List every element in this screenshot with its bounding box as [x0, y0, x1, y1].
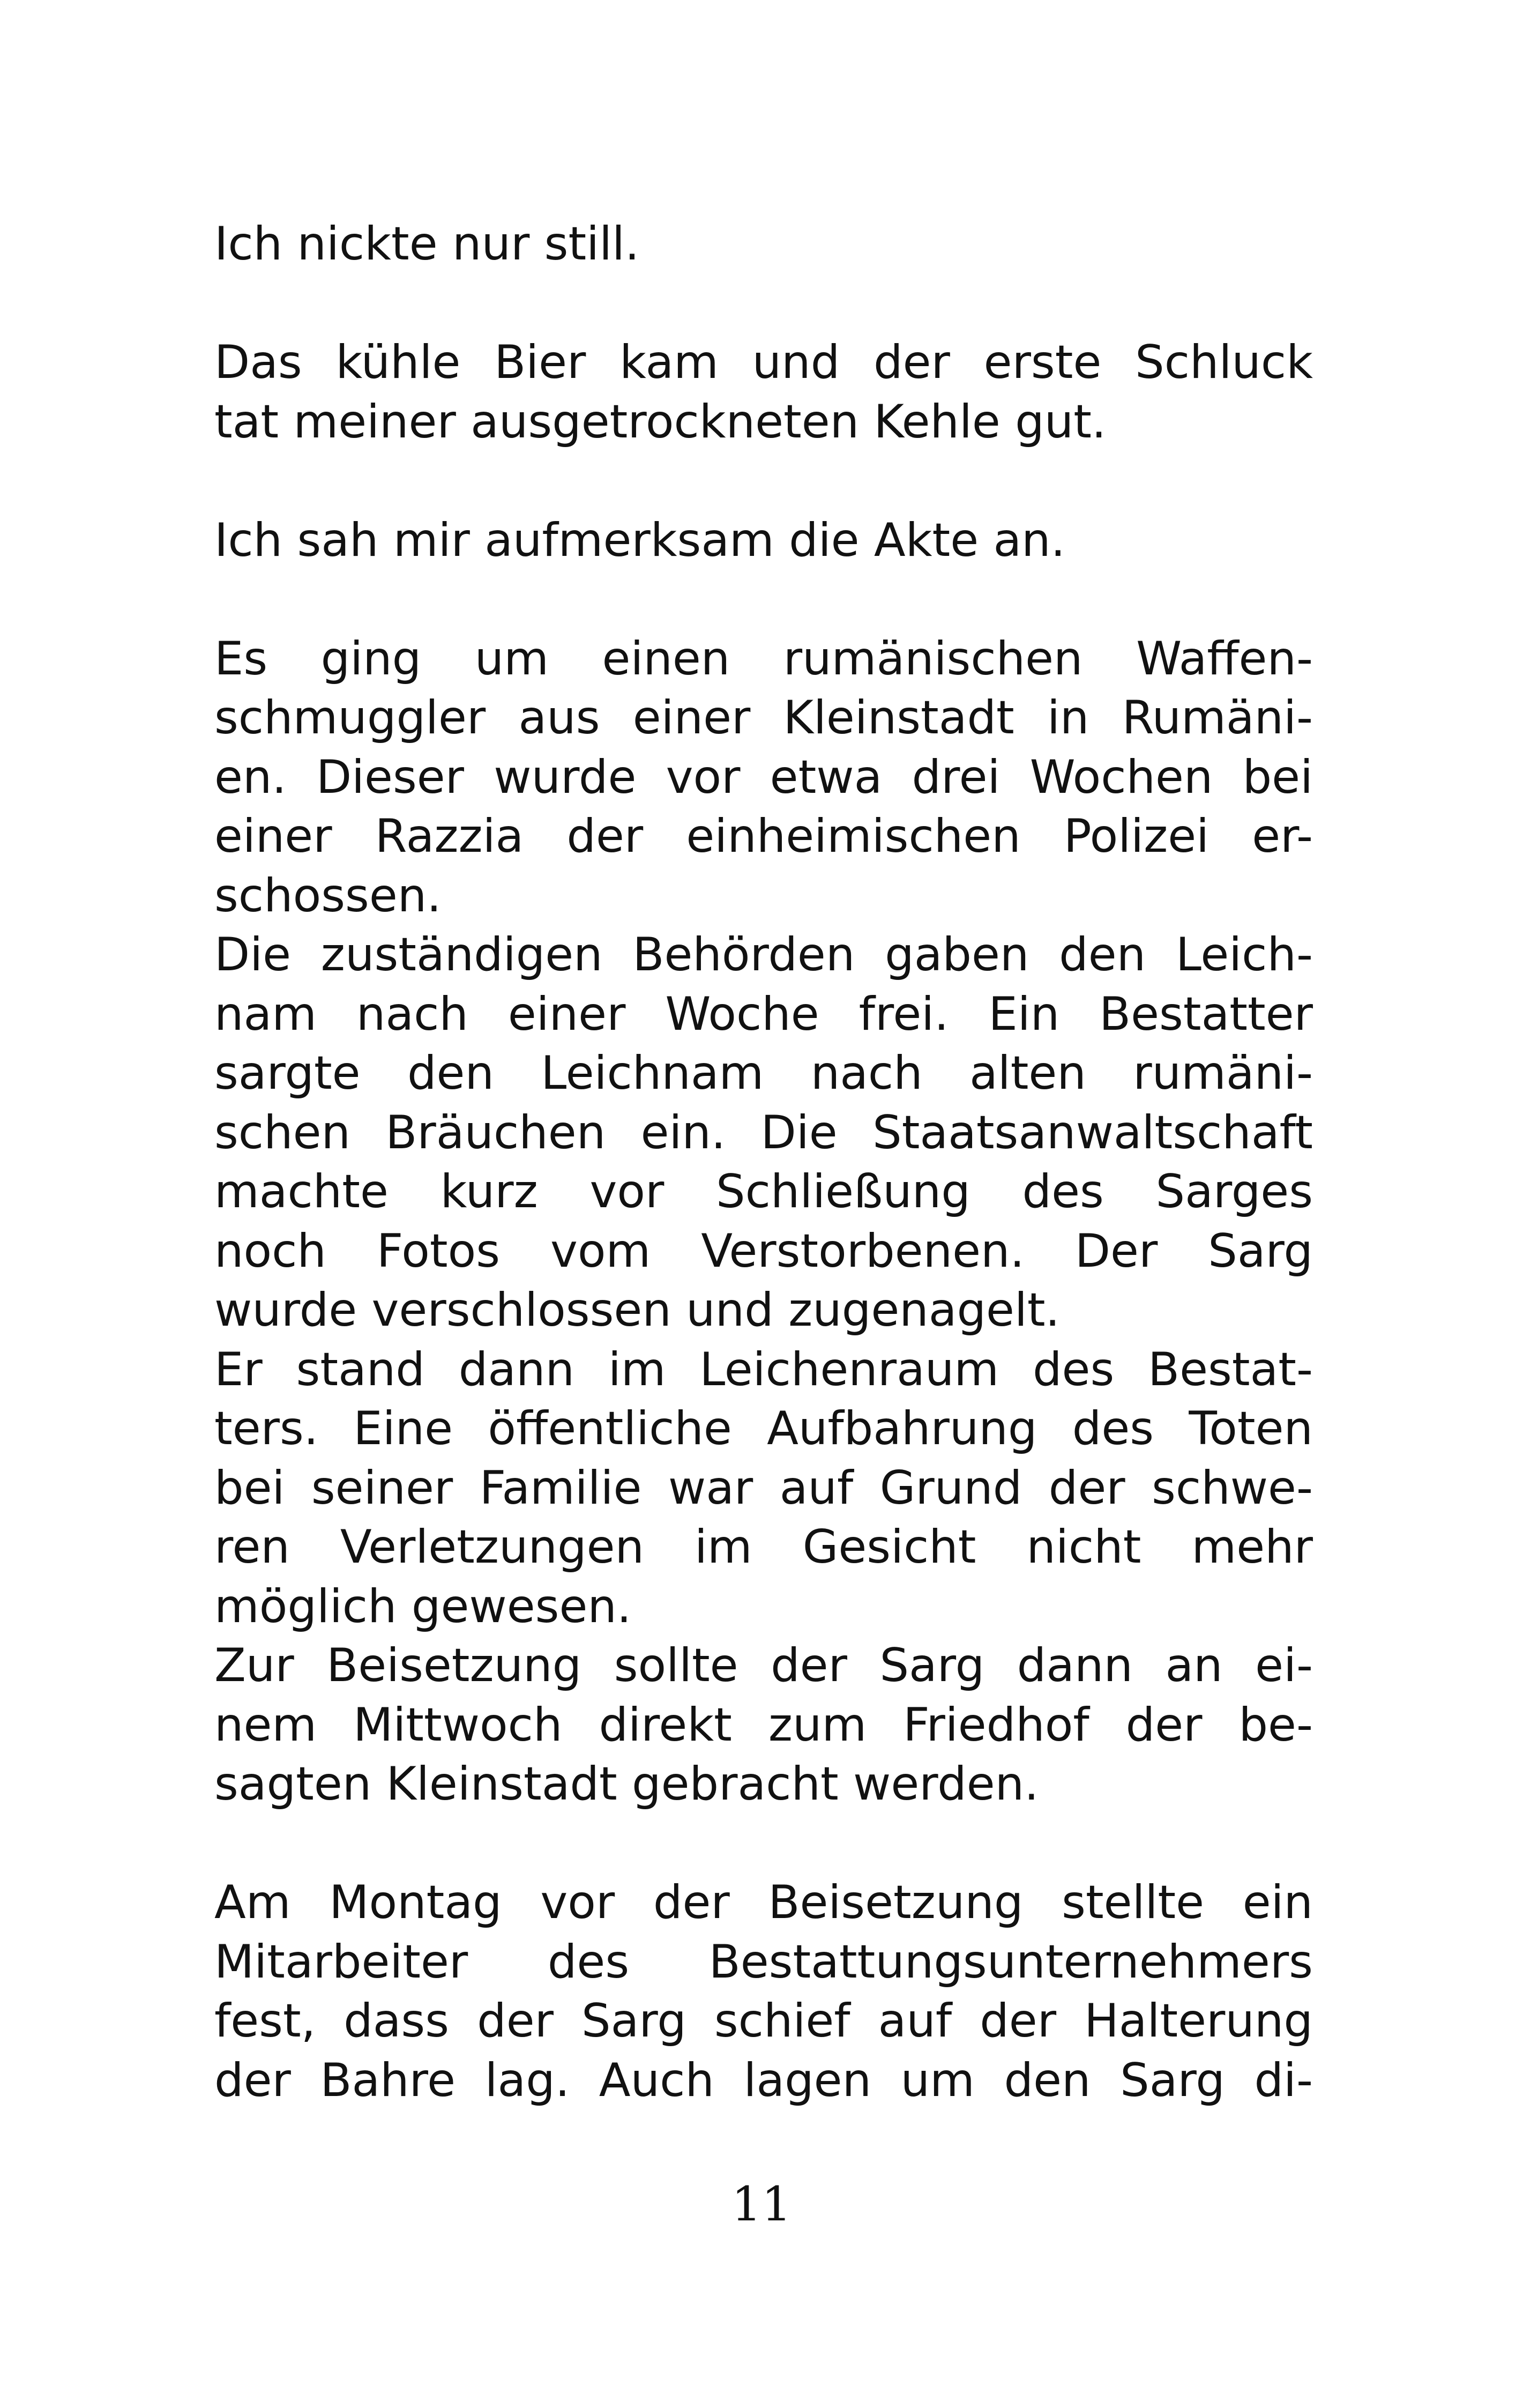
text-line: wurde verschlossen und zugenagelt.	[214, 1283, 1060, 1337]
text-line: en. Dieser wurde vor etwa drei Wochen bei	[214, 750, 1313, 804]
page-number: 11	[731, 2176, 792, 2232]
text-line: machte kurz vor Schließung des Sarges	[214, 1165, 1313, 1218]
text-line: Es ging um einen rumänischen Waffen-	[214, 631, 1313, 686]
text-line: Die zuständigen Behörden gaben den Leich-	[214, 928, 1313, 982]
text-line: Er stand dann im Leichenraum des Bestat-	[214, 1342, 1313, 1396]
text-line: ters. Eine öffentliche Aufbahrung des Toten	[214, 1402, 1313, 1455]
text-line: sagten Kleinstadt gebracht werden.	[214, 1757, 1039, 1811]
paragraph	[214, 629, 1313, 1814]
paragraph-gap	[214, 274, 1313, 333]
text-line: bei seiner Familie war auf Grund der schwe-	[214, 1461, 1313, 1515]
text-line: der Bahre lag. Auch lagen um den Sarg di-	[214, 2053, 1313, 2107]
paragraph-gap	[214, 570, 1313, 629]
text-line: Zur Beisetzung sollte der Sarg dann an ei-	[214, 1639, 1313, 1692]
text-line: schossen.	[214, 868, 442, 923]
text-line: noch Fotos vom Verstorbenen. Der Sarg	[214, 1224, 1313, 1278]
text-line: Ich sah mir aufmerksam die Akte an.	[214, 513, 1066, 567]
paragraph	[214, 1873, 1313, 2110]
text-line: ren Verletzungen im Gesicht nicht mehr	[214, 1520, 1313, 1574]
text-line: sargte den Leichnam nach alten rumäni-	[214, 1046, 1313, 1100]
text-line: tat meiner ausgetrockneten Kehle gut.	[214, 395, 1107, 449]
text-line: Am Montag vor der Beisetzung stellte ein	[214, 1876, 1313, 1929]
paragraph-gap	[214, 1814, 1313, 1874]
paragraph	[214, 214, 1313, 274]
text-line: nem Mittwoch direkt zum Friedhof der be-	[214, 1698, 1313, 1752]
text-line: Mitarbeiter des Bestattungsunternehmers	[214, 1935, 1313, 1989]
text-line: einer Razzia der einheimischen Polizei er-	[214, 809, 1313, 863]
body-text	[214, 214, 1313, 2110]
text-line: Ich nickte nur still.	[214, 217, 640, 271]
text-line: nam nach einer Woche frei. Ein Bestatter	[214, 987, 1313, 1041]
text-line: fest, dass der Sarg schief auf der Halterung	[214, 1994, 1313, 2048]
text-line: schen Bräuchen ein. Die Staatsanwaltschaft	[214, 1105, 1313, 1160]
paragraph	[214, 333, 1313, 451]
paragraph-gap	[214, 451, 1313, 511]
paragraph	[214, 511, 1313, 570]
text-line: schmuggler aus einer Kleinstadt in Rumäni-	[214, 691, 1313, 745]
text-line: möglich gewesen.	[214, 1579, 632, 1633]
text-line: Das kühle Bier kam und der erste Schluck	[214, 336, 1313, 389]
